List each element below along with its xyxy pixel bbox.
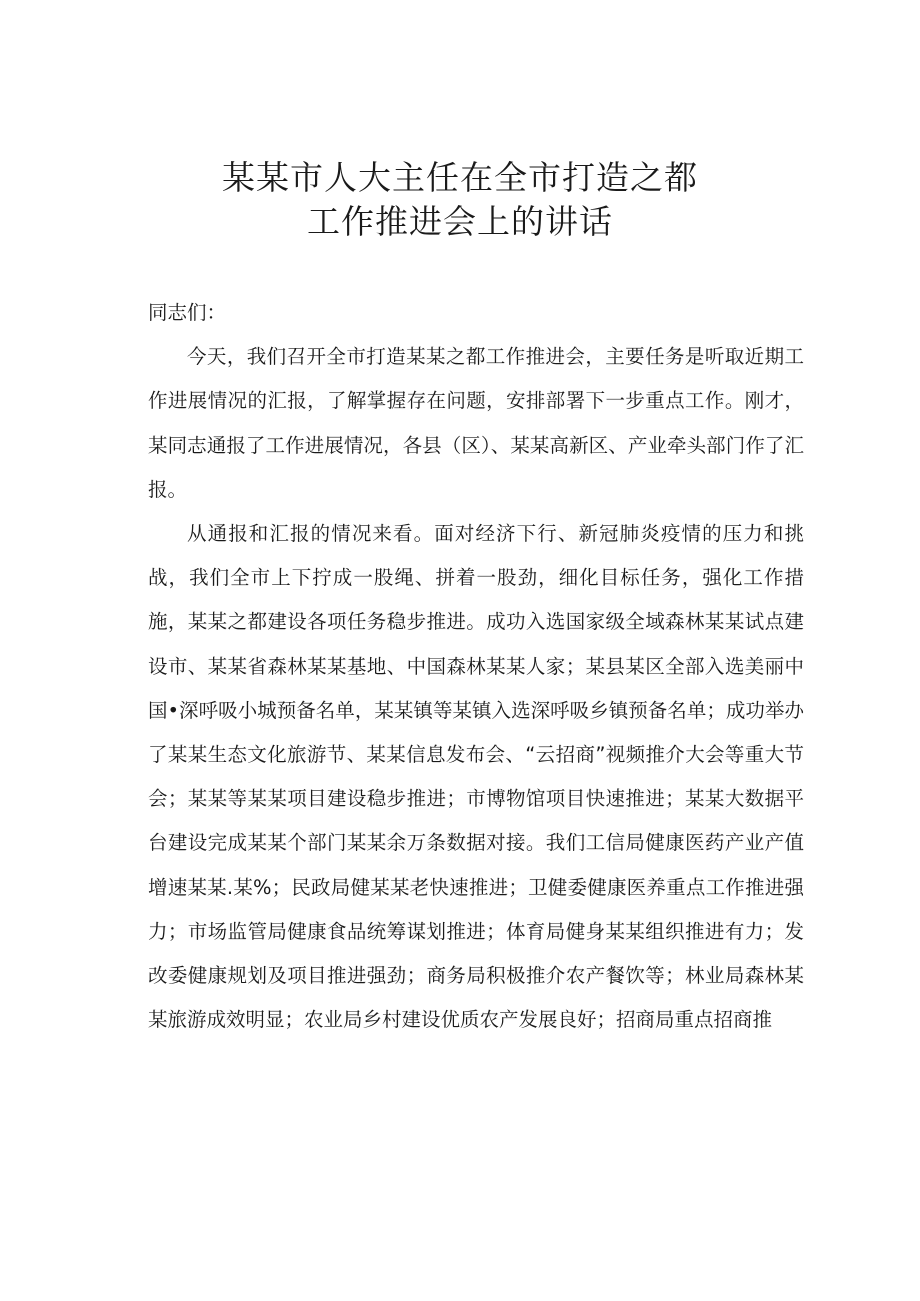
document-title-line-1: 某某市人大主任在全市打造之都 bbox=[222, 158, 698, 197]
salutation: 同志们： bbox=[148, 301, 227, 324]
document-title-line-2: 工作推进会上的讲话 bbox=[307, 202, 613, 241]
document-body bbox=[148, 291, 804, 1042]
paragraph-opening: 今天，我们召开全市打造某某之都工作推进会，主要任务是听取近期工作进展情况的汇报，了解掌握存在问题，安排部署下一步重点工作。刚才，某同志通报了工作进展情况，各县（区）、某某高新区、产业牵头部门作了汇报。 bbox=[148, 345, 804, 501]
paragraph-progress: 从通报和汇报的情况来看。面对经济下行、新冠肺炎疫情的压力和挑战，我们全市上下拧成一股绳、拼着一股劲，细化目标任务，强化工作措施，某某之都建设各项任务稳步推进。成功入选国家级全域森林某某试点建设市、某某省森林某某基地、中国森林某某人家；某县某区全部入选美丽中国•深呼吸小城预备名单，某某镇等某镇入选深呼吸乡镇预备名单；成功举办了某某生态文化旅游节、某某信息发布会、“云招商”视频推介大会等重大节会；某某等某某项目建设稳步推进；市博物馆项目快速推进；某某大数据平台建设完成某某个部门某某余万条数据对接。我们工信局健康医药产业产值增速某某.某%；民政局健某某老快速推进；卫健委健康医养重点工作推进强力；市场监管局健康食品统筹谋划推进；体育局健身某某组织推进有力；发改委健康规划及项目推进强劲；商务局积极推介农产餐饮等；林业局森林某某旅游成效明显；农业局乡村建设优质农产发展良好；招商局重点招商推 bbox=[148, 522, 804, 1032]
